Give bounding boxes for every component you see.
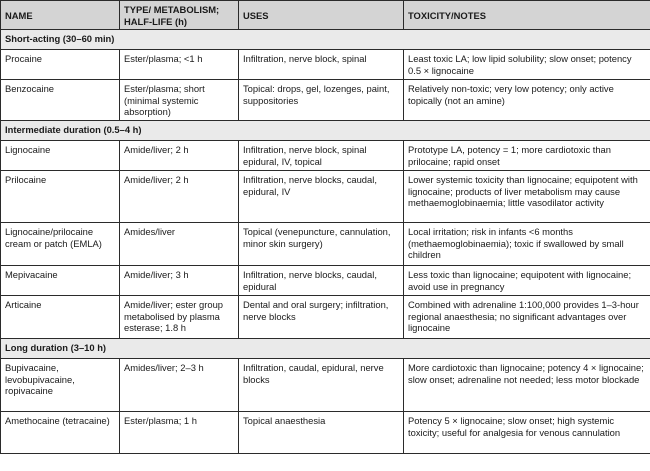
cell-type: Amides/liver; 2–3 h (120, 358, 239, 411)
cell-name: Procaine (1, 50, 120, 80)
cell-name: Lignocaine (1, 140, 120, 170)
cell-name: Benzocaine (1, 80, 120, 121)
cell-uses: Infiltration, nerve blocks, caudal, epidural (239, 265, 404, 295)
table-row (1, 50, 650, 80)
table-row (1, 222, 650, 265)
header-row (1, 1, 650, 30)
table-row (1, 411, 650, 453)
table-row (1, 80, 650, 121)
cell-uses: Infiltration, caudal, epidural, nerve blocks (239, 358, 404, 411)
cell-type: Amide/liver; 2 h (120, 140, 239, 170)
table-row (1, 295, 650, 338)
cell-uses: Infiltration, nerve blocks, caudal, epidural, IV (239, 170, 404, 222)
cell-name: Mepivacaine (1, 265, 120, 295)
cell-type: Amide/liver; 2 h (120, 170, 239, 222)
cell-uses: Infiltration, nerve block, spinal epidural, IV, topical (239, 140, 404, 170)
section-row (1, 120, 650, 140)
cell-name: Prilocaine (1, 170, 120, 222)
cell-name: Articaine (1, 295, 120, 338)
table-row (1, 265, 650, 295)
section-title: Short-acting (30–60 min) (1, 30, 650, 50)
cell-type: Amide/liver; ester group metabolised by plasma esterase; 1.8 h (120, 295, 239, 338)
cell-uses: Dental and oral surgery; infiltration, nerve blocks (239, 295, 404, 338)
table-row (1, 140, 650, 170)
cell-notes: Prototype LA, potency = 1; more cardiotoxic than prilocaine; rapid onset (404, 140, 650, 170)
cell-name: Amethocaine (tetracaine) (1, 411, 120, 453)
section-title: Long duration (3–10 h) (1, 338, 650, 358)
header-name: NAME (1, 1, 120, 30)
cell-notes: Local irritation; risk in infants <6 months (methaemoglobinaemia); toxic if swallowed by small children (404, 222, 650, 265)
cell-uses: Infiltration, nerve block, spinal (239, 50, 404, 80)
cell-uses: Topical (venepuncture, cannulation, minor skin surgery) (239, 222, 404, 265)
section-title: Intermediate duration (0.5–4 h) (1, 120, 650, 140)
table-row (1, 358, 650, 411)
header-uses: USES (239, 1, 404, 30)
table-row (1, 170, 650, 222)
cell-type: Ester/plasma; 1 h (120, 411, 239, 453)
cell-type: Amide/liver; 3 h (120, 265, 239, 295)
cell-notes: Combined with adrenaline 1:100,000 provides 1–3-hour regional anaesthesia; no significant advantages over lignocaine (404, 295, 650, 338)
section-row (1, 338, 650, 358)
cell-type: Ester/plasma; <1 h (120, 50, 239, 80)
cell-notes: Relatively non-toxic; very low potency; only active topically (not an amine) (404, 80, 650, 121)
cell-notes: Less toxic than lignocaine; equipotent with lignocaine; avoid use in pregnancy (404, 265, 650, 295)
cell-uses: Topical anaesthesia (239, 411, 404, 453)
cell-type: Ester/plasma; short (minimal systemic absorption) (120, 80, 239, 121)
cell-notes: Lower systemic toxicity than lignocaine; equipotent with lignocaine; products of liver metabolism may cause methaemoglobinaemia; little vasodilator activity (404, 170, 650, 222)
cell-notes: Potency 5 × lignocaine; slow onset; high systemic toxicity; useful for analgesia for venous cannulation (404, 411, 650, 453)
cell-name: Bupivacaine, levobupivacaine, ropivacaine (1, 358, 120, 411)
header-toxicity-notes: TOXICITY/NOTES (404, 1, 650, 30)
section-row (1, 30, 650, 50)
header-type-metabolism: TYPE/ METABOLISM; HALF-LIFE (h) (120, 1, 239, 30)
cell-name: Lignocaine/prilocaine cream or patch (EMLA) (1, 222, 120, 265)
cell-uses: Topical: drops, gel, lozenges, paint, suppositories (239, 80, 404, 121)
cell-type: Amides/liver (120, 222, 239, 265)
cell-notes: More cardiotoxic than lignocaine; potency 4 × lignocaine; slow onset; adrenaline not needed; less motor blockade (404, 358, 650, 411)
cell-notes: Least toxic LA; low lipid solubility; slow onset; potency 0.5 × lignocaine (404, 50, 650, 80)
